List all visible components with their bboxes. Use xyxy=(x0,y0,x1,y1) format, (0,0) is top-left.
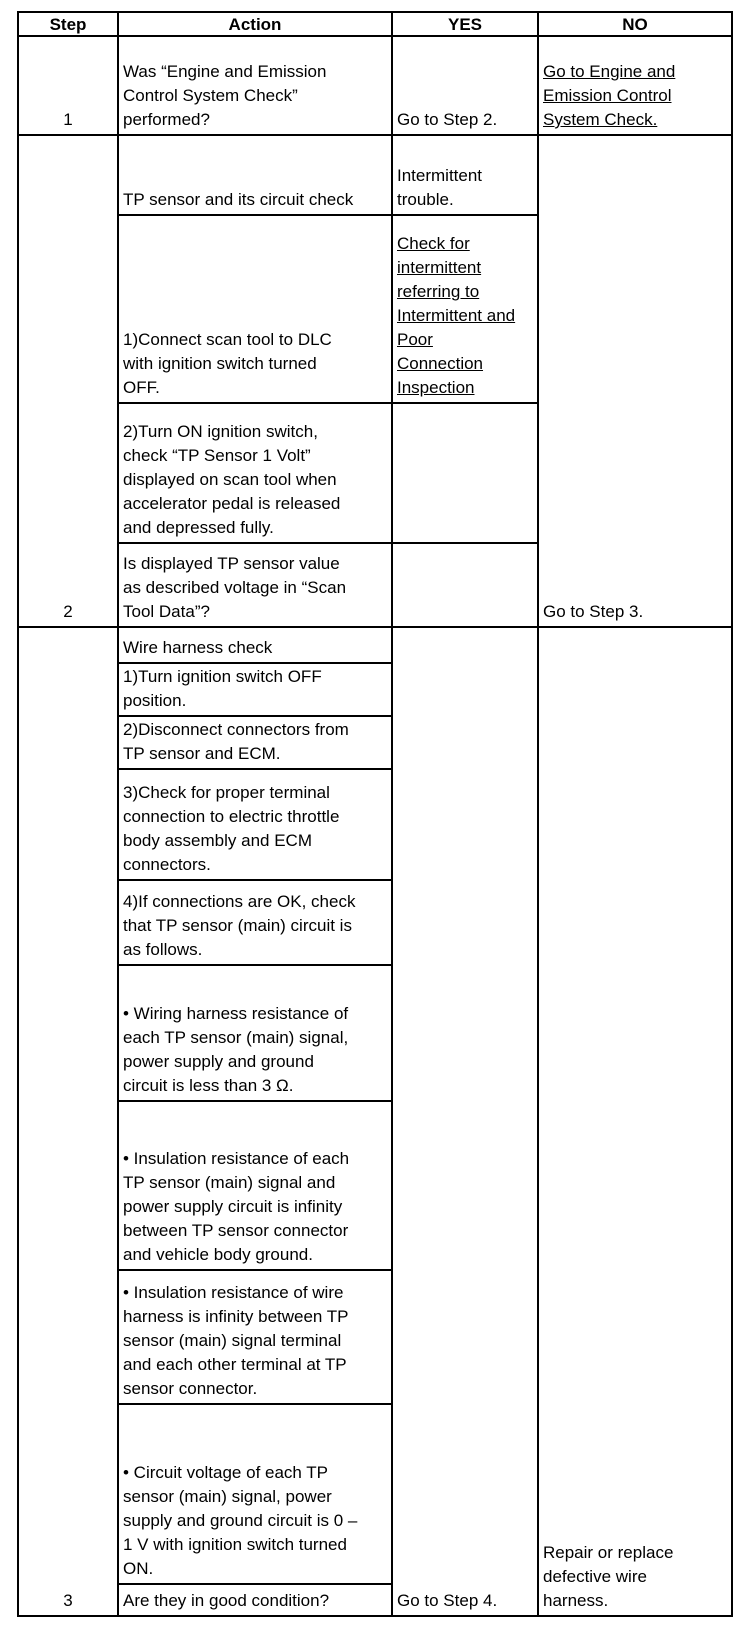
step-number: 1 xyxy=(63,110,73,129)
step3-action-10: Are they in good condition? xyxy=(123,1591,330,1610)
step3-action-5: 4)If connections are OK, check that TP sensor (main) circuit is as follows. xyxy=(123,892,356,959)
step3-action-9: • Circuit voltage of each TP sensor (main) signal, power supply and ground circuit is 0 – 1 V with ignition switch turned ON. xyxy=(123,1463,358,1578)
step3-action-4: 3)Check for proper terminal connection to electric throttle body assembly and ECM connectors. xyxy=(123,783,340,874)
step2-no: Go to Step 3. xyxy=(543,602,644,621)
intermittent-inspection-link[interactable]: Check for intermittent referring to Intermittent and Poor Connection Inspection xyxy=(397,234,516,397)
step2-action-4: Is displayed TP sensor value as described voltage in “Scan Tool Data”? xyxy=(123,554,347,621)
header-action: Action xyxy=(228,14,282,34)
step3-action-2: 1)Turn ignition switch OFF position. xyxy=(123,667,322,710)
step2-action-1: TP sensor and its circuit check xyxy=(123,190,354,209)
step3-action-8: • Insulation resistance of wire harness is infinity between TP sensor (main) signal terminal and each other terminal at TP sensor connector. xyxy=(123,1283,349,1398)
step3-action-3: 2)Disconnect connectors from TP sensor and ECM. xyxy=(123,720,349,763)
step1-action: Was “Engine and Emission Control System Check” performed? xyxy=(123,62,327,129)
step2-action-3: 2)Turn ON ignition switch, check “TP Sensor 1 Volt” displayed on scan tool when accelerator pedal is released and depressed fully. xyxy=(123,422,341,537)
step3-action-6: • Wiring harness resistance of each TP sensor (main) signal, power supply and ground circuit is less than 3 Ω. xyxy=(123,1004,349,1095)
step3-no: Repair or replace defective wire harness. xyxy=(543,1543,674,1610)
step-number: 3 xyxy=(63,1591,73,1610)
header-no: NO xyxy=(622,14,648,34)
step3-action-7: • Insulation resistance of each TP sensor (main) signal and power supply circuit is infinity between TP sensor connector and vehicle body ground. xyxy=(123,1149,350,1264)
header-step: Step xyxy=(49,14,87,34)
step3-yes: Go to Step 4. xyxy=(397,1591,498,1610)
step-number: 2 xyxy=(63,602,73,621)
step1-yes: Go to Step 2. xyxy=(397,110,498,129)
step2-yes-intermittent: Intermittent trouble. xyxy=(397,166,483,209)
engine-emission-check-link[interactable]: Go to Engine and Emission Control System Check. xyxy=(543,62,676,129)
header-yes: YES xyxy=(447,14,483,34)
step2-action-2: 1)Connect scan tool to DLC with ignition switch turned OFF. xyxy=(123,330,332,397)
step3-action-1: Wire harness check xyxy=(123,638,273,657)
